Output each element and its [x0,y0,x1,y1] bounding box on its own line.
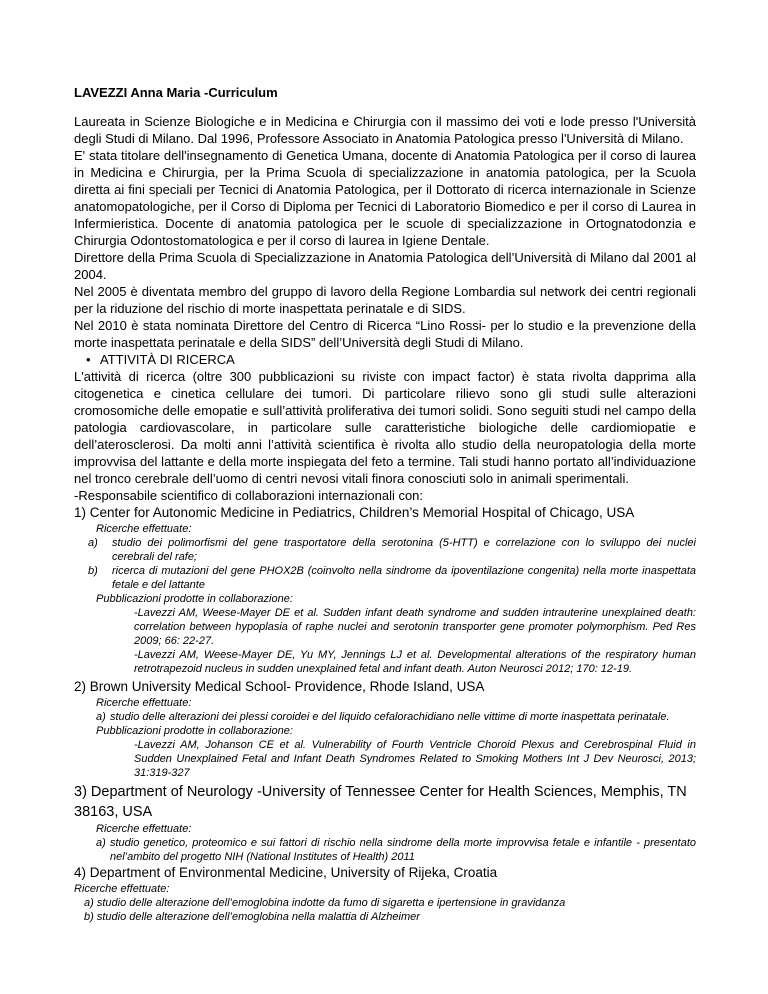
list-item [96,836,696,864]
list-text: studio genetico, proteomico e sui fattori di rischio nella sindrome della morte improvvisa fetale e infantile - presentato nel’ambito del progetto NIH (National Institutes of Health) 2011 [110,837,696,863]
paragraph: Laureata in Scienze Biologiche e in Medicina e Chirurgia con il massimo dei voti e lode presso l'Università degli Studi di Milano. Dal 1996, Professore Associato in Anatomia Patologica presso l'Università di Milano. [74,114,696,146]
list-text: b) studio delle alterazione dell’emoglobina nella malattia di Alzheimer [84,911,420,923]
collab-intro: -Responsabile scientifico di collaborazioni internazionali con: [74,488,424,503]
list-marker: a) [96,837,106,849]
section-heading: 3) Department of Neurology -University of Tennessee Center for Health Sciences, Memphis, TN 38163, USA [74,784,687,820]
paragraph: E' stata titolare dell'insegnamento di Genetica Umana, docente di Anatomia Patologica per il corso di laurea in Medicina e Chirurgia, per la Prima Scuola di specializzazione in anatomia patologica, per la Scuola diretta ai fini speciali per Tecnici di Anatomia Patologica, per il Dottorato di ricerca internazionale in Scienze anatomopatologiche, per il Corso di Diploma per Tecnici di Laboratorio Biomedico e per il corso di Laurea in Infermieristica. Docente di anatomia patologica per le scuole di specializzazione in Ortognatodonzia e Chirurgia Odontostomatologica e per il corso di laurea in Igiene Dentale. [74,148,696,248]
list-item [74,564,696,592]
ricerche-label: Ricerche effettuate: [74,883,170,895]
section-heading: 1) Center for Autonomic Medicine in Pediatrics, Children’s Memorial Hospital of Chicago, USA [74,505,635,520]
pubblicazioni-label: Pubblicazioni prodotte in collaborazione: [96,593,293,605]
list-marker: b) [88,565,98,577]
list-marker: a) [88,537,98,549]
publication: -Lavezzi AM, Johanson CE et al. Vulnerability of Fourth Ventricle Choroid Plexus and Cerebrospinal Fluid in Sudden Unexplained Fetal and Infant Death Syndromes Related to Smoking Mothers Int J Dev Neurosci, 2013; 31:319-327 [134,739,696,779]
section-heading: 4) Department of Environmental Medicine, University of Rijeka, Croatia [74,865,498,880]
paragraph: Nel 2010 è stata nominata Direttore del Centro di Ricerca “Lino Rossi- per lo studio e la prevenzione della morte inaspettata perinatale e della SIDS” dell’Università degli Studi di Milano. [74,318,696,350]
list-item [96,710,696,724]
document-title: LAVEZZI Anna Maria -Curriculum [74,85,278,100]
list-marker: a) [96,711,106,723]
bullet-label: ATTIVITÀ DI RICERCA [100,352,235,367]
list-text: a) studio delle alterazione dell’emoglobina indotte da fumo di sigaretta e ipertensione in gravidanza [84,897,566,909]
paragraph: Direttore della Prima Scuola di Specializzazione in Anatomia Patologica dell’Università di Milano dal 2001 al 2004. [74,250,696,282]
list-item [74,536,696,564]
bullet-item [86,351,696,368]
ricerche-label: Ricerche effettuate: [96,823,192,835]
ricerche-label: Ricerche effettuate: [96,523,192,535]
section-heading: 2) Brown University Medical School- Providence, Rhode Island, USA [74,679,485,694]
bullet-icon: • [86,352,91,367]
publication: -Lavezzi AM, Weese-Mayer DE, Yu MY, Jennings LJ et al. Developmental alterations of the respiratory human retrotrapezoid nucleus in sudden unexplained fetal and infant death. Auton Neurosci 2012; 170: 12-19. [134,649,696,675]
pubblicazioni-label: Pubblicazioni prodotte in collaborazione: [96,725,293,737]
list-text: studio delle alterazioni dei plessi coroidei e del liquido cefalorachidiano nelle vittime di morte inaspettata perinatale. [110,711,670,723]
document-page [74,84,696,924]
research-paragraph: L'attività di ricerca (oltre 300 pubblicazioni su riviste con impact factor) è stata rivolta dapprima alla citogenetica e cinetica cellulare dei tumori. Di particolare rilievo sono gli studi sulle alterazioni cromosomiche delle emopatie e sull’attività proliferativa dei tumori solidi. Sono seguiti studi nel campo della patologia cardiovascolare, in particolare sulle caratteristiche biologiche delle cardiomiopatie e dell’aterosclerosi. Da molti anni l’attività scientifica è rivolta allo studio della neuropatologia della morte improvvisa del lattante e della morte inspiegata del feto a termine. Tali studi hanno portato all’individuazione nel tronco cerebrale dell’uomo di centri nevosi vitali finora conosciuti solo in animali sperimentali. [74,369,696,486]
publication: -Lavezzi AM, Weese-Mayer DE et al. Sudden infant death syndrome and sudden intrauterine unexplained death: correlation between hypoplasia of raphe nuclei and serotonin transporter gene promoter polymorphism. Ped Res 2009; 66: 22-27. [134,607,696,647]
list-text: studio dei polimorfismi del gene trasportatore della serotonina (5-HTT) e correlazione con lo sviluppo dei nuclei cerebrali del rafe; [112,537,696,563]
paragraph: Nel 2005 è diventata membro del gruppo di lavoro della Regione Lombardia sul network dei centri regionali per la riduzione del rischio di morte inaspettata perinatale e di SIDS. [74,284,696,316]
list-text: ricerca di mutazioni del gene PHOX2B (coinvolto nella sindrome da ipoventilazione congenita) nella morte inaspettata fetale e del lattante [112,565,696,591]
ricerche-label: Ricerche effettuate: [96,697,192,709]
